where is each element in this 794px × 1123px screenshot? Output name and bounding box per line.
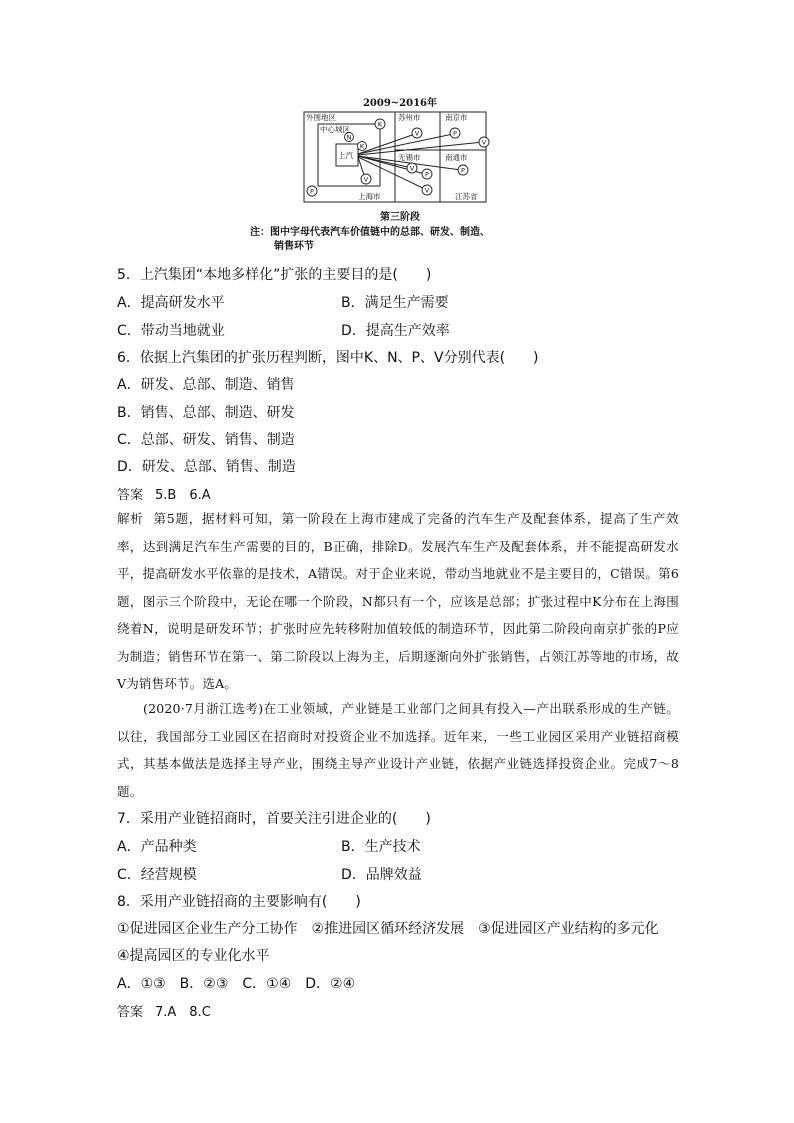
answer-7-8 <box>117 1001 211 1020</box>
q7-option-a: A．产品种类 <box>117 839 197 855</box>
figure-title: 2009~2016年 <box>362 98 438 109</box>
svg-text:K: K <box>377 120 383 129</box>
material-passage: (2020·7月浙江选考)在工业领域，产业链是工业部门之间具有投入—产出联系形成的生产链。以往，我国部分工业园区在招商时对投资企业不加选择。近年来，一些工业园区采用产业链招商模式，其基本做法是选择主导产业，围绕主导产业设计产业链，依据产业链选择投资企业。完成7～8题。 <box>117 701 679 799</box>
figure-note <box>250 226 550 254</box>
saic-label: 上汽 <box>338 151 353 160</box>
jiangsu-label: 江苏省 <box>455 192 478 201</box>
q5-option-b: B．满足生产需要 <box>341 295 449 311</box>
svg-text:P: P <box>453 129 457 138</box>
q6-option-a: A．研发、总部、制造、销售 <box>117 377 295 393</box>
nanjing-label: 南京市 <box>445 113 468 122</box>
outer-region-label: 外围地区 <box>306 113 336 122</box>
q7-option-d: D．品牌效益 <box>341 867 422 883</box>
svg-text:V: V <box>363 175 369 184</box>
svg-text:V: V <box>424 186 430 195</box>
svg-text:K: K <box>359 142 365 151</box>
q7-option-c: C．经营规模 <box>117 867 197 883</box>
figure-caption: 第三阶段 <box>380 212 420 223</box>
nantong-label: 南通市 <box>445 153 468 162</box>
q6-stem: 6．依据上汽集团的扩张历程判断，图中K、N、P、V分别代表( ) <box>117 350 539 366</box>
q5-option-d: D．提高生产效率 <box>341 323 450 339</box>
q6-option-c: C．总部、研发、销售、制造 <box>117 432 295 448</box>
q7-stem: 7．采用产业链招商时，首要关注引进企业的( ) <box>117 811 431 827</box>
analysis-tag: 解析 <box>117 511 144 526</box>
answer-tag: 答案 <box>117 1005 144 1020</box>
suzhou-label: 苏州市 <box>398 113 421 122</box>
svg-text:P: P <box>461 166 465 175</box>
wuxi-label: 无锡市 <box>398 153 421 162</box>
answer-5-6 <box>117 484 211 503</box>
q5-stem: 5．上汽集团“本地多样化”扩张的主要目的是( ) <box>117 267 432 283</box>
map-diagram <box>300 108 500 206</box>
center-district-label: 中心城区 <box>320 125 350 134</box>
q8-items-line1: ①促进园区企业生产分工协作 ②推进园区循环经济发展 ③促进园区产业结构的多元化 <box>117 921 659 937</box>
q8-stem: 8．采用产业链招商的主要影响有( ) <box>117 894 361 910</box>
shanghai-label: 上海市 <box>358 192 381 201</box>
svg-text:V: V <box>414 129 420 138</box>
svg-text:V: V <box>409 164 415 173</box>
analysis-text: 第5题，据材料可知，第一阶段在上海市建成了完备的汽车生产及配套体系，提高了生产效率，达到满足汽车生产需要的目的，B正确，排除D。发展汽车生产及配套体系，并不能提高研发水平，提高研发水平依靠的是技术，A错误。对于企业来说，带动当地就业不是主要目的，C错误。第6题，图示三个阶段中，无论在哪一个阶段，N都只有一个，应该是总部；扩张过程中K分布在上海围绕着N，说明是研发环节；扩张时应先转移附加值较低的制造环节，因此第二阶段向南京扩张的P应为制造；销售环节在第一、第二阶段以上海为主，后期逐渐向外扩张销售，占领江苏等地的市场，故V为销售环节。选A。 <box>117 511 679 691</box>
answer-tag: 答案 <box>117 488 144 503</box>
q6-option-b: B．销售、总部、制造、研发 <box>117 405 295 421</box>
svg-text:N: N <box>346 133 352 142</box>
svg-text:P: P <box>425 170 429 179</box>
answer-text: 5.B 6.A <box>155 488 211 503</box>
figure-note-line1: 注：图中字母代表汽车价值链中的总部、研发、制造、 <box>250 227 490 238</box>
svg-text:V: V <box>481 138 487 147</box>
q7-option-b: B．生产技术 <box>341 839 421 855</box>
q5-option-c: C．带动当地就业 <box>117 323 225 339</box>
analysis-paragraph <box>117 505 679 698</box>
q8-items-line2: ④提高园区的专业化水平 <box>117 948 270 964</box>
svg-text:P: P <box>310 187 314 196</box>
figure-note-line2: 销售环节 <box>274 241 314 252</box>
q8-options: A．①③ B．②③ C．①④ D．②④ <box>117 976 356 992</box>
q6-option-d: D．研发、总部、销售、制造 <box>117 459 296 475</box>
q5-option-a: A．提高研发水平 <box>117 295 225 311</box>
answer-text: 7.A 8.C <box>155 1005 211 1020</box>
